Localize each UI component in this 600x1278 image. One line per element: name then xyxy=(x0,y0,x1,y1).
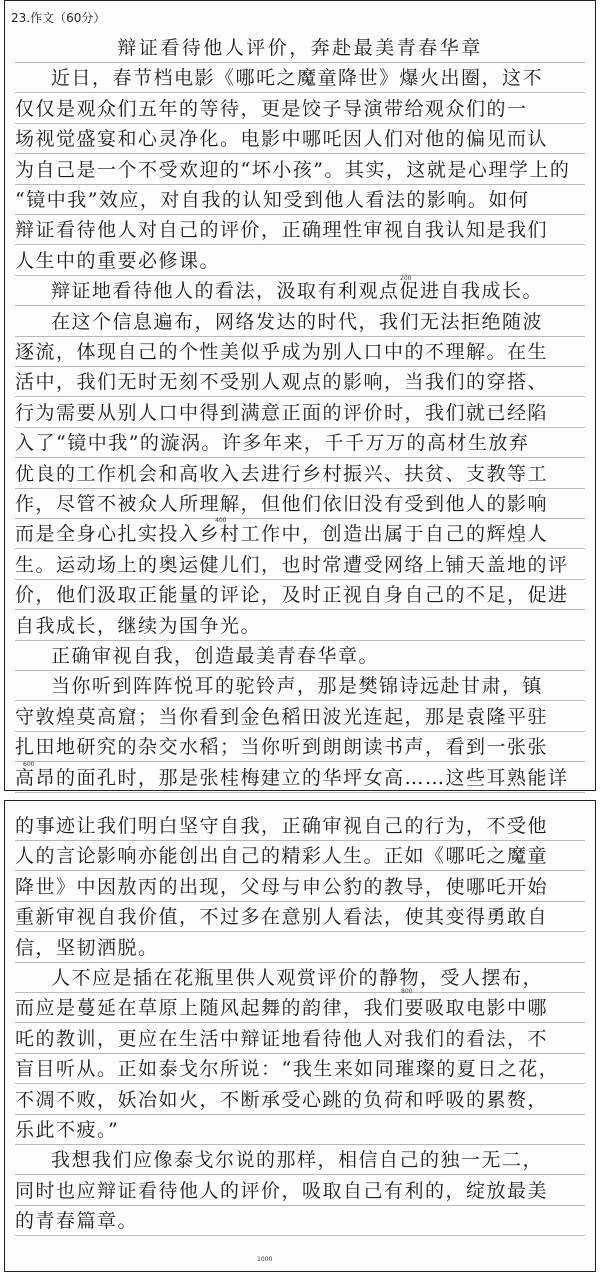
essay-line: 辩证地看待他人的看法，汲取有利观点促进自我成长。 xyxy=(51,280,544,303)
essay-line: 高昂的面孔时，那是张桂梅建立的华坪女高……这些耳熟能详 xyxy=(15,766,569,789)
essay-line: 生。运动场上的奥运健儿们，也时常遭受网络上铺天盖地的评 xyxy=(15,553,569,576)
essay-line: 为自己是一个不受欢迎的“坏小孩”。其实，这就是心理学上的 xyxy=(15,158,571,181)
essay-line: “镜中我”效应，对自我的认知受到他人看法的影响。如何 xyxy=(15,189,530,211)
essay-line: 当你听到阵阵悦耳的驼铃声，那是樊锦诗远赴甘肃，镇 xyxy=(51,675,544,698)
essay-line: 行为需要从别人口中得到满意正面的评价时，我们就已经陷 xyxy=(15,401,549,424)
essay-line: 吒的教训，更应在生活中辩证地看待他人对我们的看法，不 xyxy=(15,1027,549,1050)
essay-line: 而是全身心扎实投入乡村工作中，创造出属于自己的辉煌人 xyxy=(15,523,549,546)
essay-line: 场视觉盛宴和心灵净化。电影中哪吒因人们对他的偏见而认 xyxy=(15,128,549,151)
essay-line: 在这个信息遍布，网络发达的时代，我们无法拒绝随波 xyxy=(51,310,544,333)
essay-title: 辩证看待他人评价，奔赴最美青春华章 xyxy=(117,37,483,59)
essay-line: 同时也应辩证看待他人的评价，吸取自己有利的，绽放最美 xyxy=(15,1179,549,1202)
essay-line: 重新审视自我价值，不过多在意别人看法，使其变得勇敢自 xyxy=(15,906,549,929)
essay-line: 价，他们汲取正能量的评论，及时正视自身自己的不足，促进 xyxy=(15,584,569,607)
ruled-line xyxy=(15,1235,585,1236)
essay-line: 入了“镜中我”的漩涡。许多年来，千千万万的高材生放弃 xyxy=(15,432,530,455)
essay-line: 人的言论影响亦能创出自己的精彩人生。正如《哪吒之魔童 xyxy=(15,845,549,868)
essay-line: 乐此不疲。” xyxy=(15,1119,120,1141)
essay-line: 作，尽管不被众人所理解，但他们依旧没有受到他人的影响 xyxy=(15,493,549,515)
essay-line: 信，坚韧洒脱。 xyxy=(15,936,159,959)
word-count-mark: 200 xyxy=(400,275,412,282)
answer-sheet-page-1 xyxy=(4,0,596,791)
essay-line: 近日，春节档电影《哪吒之魔童降世》爆火出圈，这不 xyxy=(51,67,544,90)
essay-line: 正确审视自我，创造最美青春华章。 xyxy=(51,645,380,667)
essay-line: 自我成长，继续为国争光。 xyxy=(15,614,262,637)
word-count-mark: 800 xyxy=(401,988,413,995)
essay-line: 扎田地研究的杂交水稻；当你听到朗朗读书声，看到一张张 xyxy=(15,736,549,759)
word-count-mark: 600 xyxy=(23,761,35,768)
essay-line: 降世》中因敖丙的出现，父母与申公豹的教导，使哪吒开始 xyxy=(15,875,549,898)
essay-line: 的青春篇章。 xyxy=(15,1210,139,1233)
essay-line: 人生中的重要必修课。 xyxy=(15,249,221,272)
essay-line: 不凋不败，妖冶如火，不断承受心跳的负荷和呼吸的累赘， xyxy=(15,1088,549,1111)
essay-line: 人不应是插在花瓶里供人观赏评价的静物，受人摆布， xyxy=(51,967,544,989)
essay-line: 优良的工作机会和高收入去进行乡村振兴、扶贫、支教等工 xyxy=(15,462,549,485)
answer-sheet-page-2 xyxy=(4,800,596,1272)
essay-line: 活中，我们无时无刻不受别人观点的影响，当我们的穿搭、 xyxy=(15,371,549,394)
essay-line: 的事迹让我们明白坚守自我，正确审视自己的行为，不受他 xyxy=(15,815,549,837)
ruled-line xyxy=(15,792,585,793)
word-count-mark: 1000 xyxy=(257,1256,273,1263)
essay-line: 仅仅是观众们五年的等待，更是饺子导演带给观众们的一 xyxy=(15,97,528,120)
essay-line: 我想我们应像泰戈尔说的那样，相信自己的独一无二， xyxy=(51,1149,544,1172)
essay-line: 逐流，体现自己的个性美似乎成为别人口中的不理解。在生 xyxy=(15,341,549,363)
question-header: 23.作文（60分） xyxy=(11,11,106,25)
word-count-mark: 400 xyxy=(215,517,227,524)
essay-line: 守敦煌莫高窟；当你看到金色稻田波光连起，那是袁隆平驻 xyxy=(15,705,549,728)
essay-line: 而应是蔓延在草原上随风起舞的韵律，我们要吸取电影中哪 xyxy=(15,997,549,1020)
essay-line: 辩证看待他人对自己的评价，正确理性审视自我认知是我们 xyxy=(15,219,549,242)
essay-line: 盲目听从。正如泰戈尔所说：“我生来如同璀璨的夏日之花， xyxy=(15,1058,560,1081)
